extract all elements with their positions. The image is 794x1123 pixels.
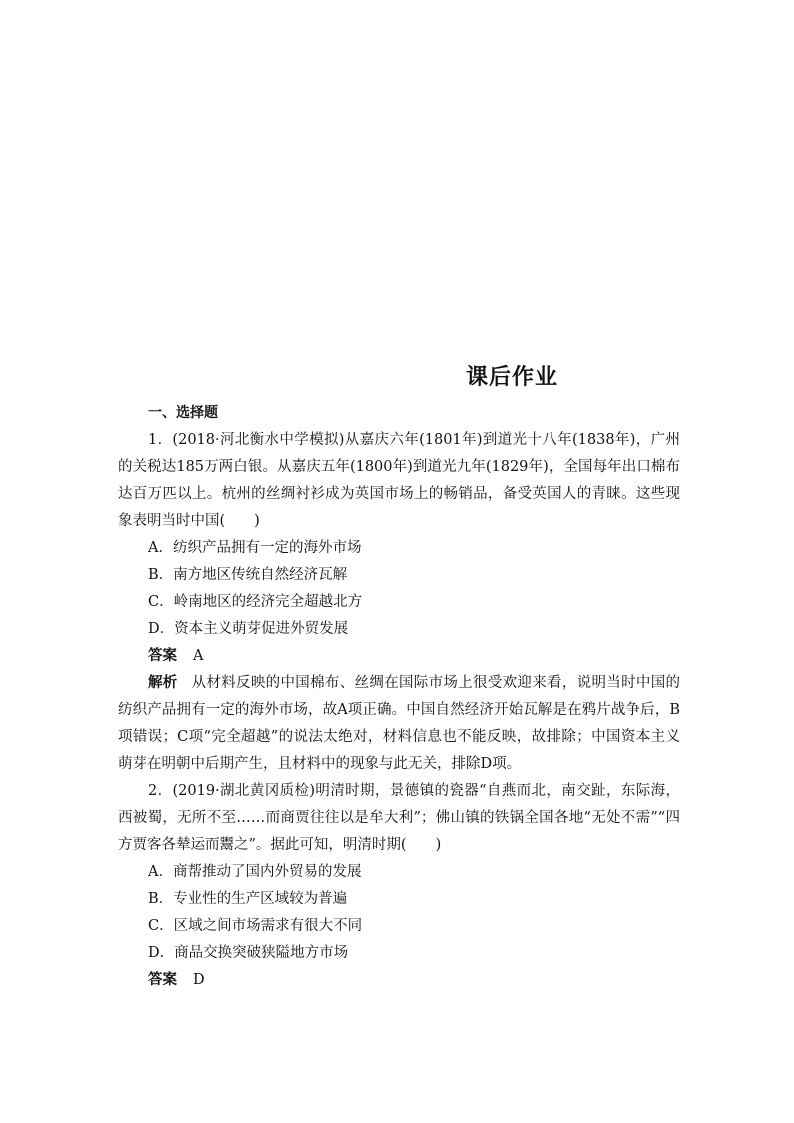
analysis-paragraph bbox=[118, 670, 680, 778]
option-d: D．资本主义萌芽促进外贸发展 bbox=[148, 621, 349, 637]
answer-label: 答案 bbox=[148, 972, 177, 988]
question-2 bbox=[118, 778, 680, 994]
answer-line bbox=[118, 643, 680, 670]
answer-value: A bbox=[193, 648, 204, 664]
option-a: A．商帮推动了国内外贸易的发展 bbox=[148, 864, 362, 880]
question-stem: 2．(2019·湖北黄冈质检)明清时期，景德镇的瓷器“自燕而北，南交趾，东际海，西被蜀，无所不至……而商贾往往以是牟大利”；佛山镇的铁锅全国各地“无处不需”“四方贾客各辇运而鬻之”。据此可知，明清时期( ) bbox=[118, 783, 680, 853]
question-1 bbox=[118, 427, 680, 778]
answer-value: D bbox=[193, 972, 205, 988]
analysis-text: 从材料反映的中国棉布、丝绸在国际市场上很受欢迎来看，说明当时中国的纺织产品拥有一定的海外市场，故A项正确。中国自然经济开始瓦解是在鸦片战争后，B项错误；C项“完全超越”的说法太绝对，材料信息也不能反映，故排除；中国资本主义萌芽在明朝中后期产生，且材料中的现象与此无关，排除D项。 bbox=[118, 675, 681, 772]
option-b: B．南方地区传统自然经济瓦解 bbox=[148, 567, 348, 583]
page-title: 课后作业 bbox=[465, 365, 558, 390]
question-stem: 1．(2018·河北衡水中学模拟)从嘉庆六年(1801年)到道光十八年(1838年)，广州的关税达185万两白银。从嘉庆五年(1800年)到道光九年(1829年)，全国每年出口棉布达百万匹以上。杭州的丝绸衬衫成为英国市场上的畅销品，备受英国人的青睐。这些现象表明当时中国( ) bbox=[118, 432, 680, 529]
option-d: D．商品交换突破狭隘地方市场 bbox=[148, 945, 349, 961]
option-c: C．区域之间市场需求有很大不同 bbox=[148, 918, 363, 934]
analysis-label: 解析 bbox=[148, 675, 178, 691]
option-a: A．纺织产品拥有一定的海外市场 bbox=[148, 540, 362, 556]
document-content bbox=[118, 400, 680, 994]
answer-line bbox=[118, 967, 680, 994]
option-b: B．专业性的生产区域较为普遍 bbox=[148, 891, 348, 907]
answer-label: 答案 bbox=[148, 648, 177, 664]
section-heading: 一、选择题 bbox=[148, 405, 218, 421]
option-c: C．岭南地区的经济完全超越北方 bbox=[148, 594, 363, 610]
